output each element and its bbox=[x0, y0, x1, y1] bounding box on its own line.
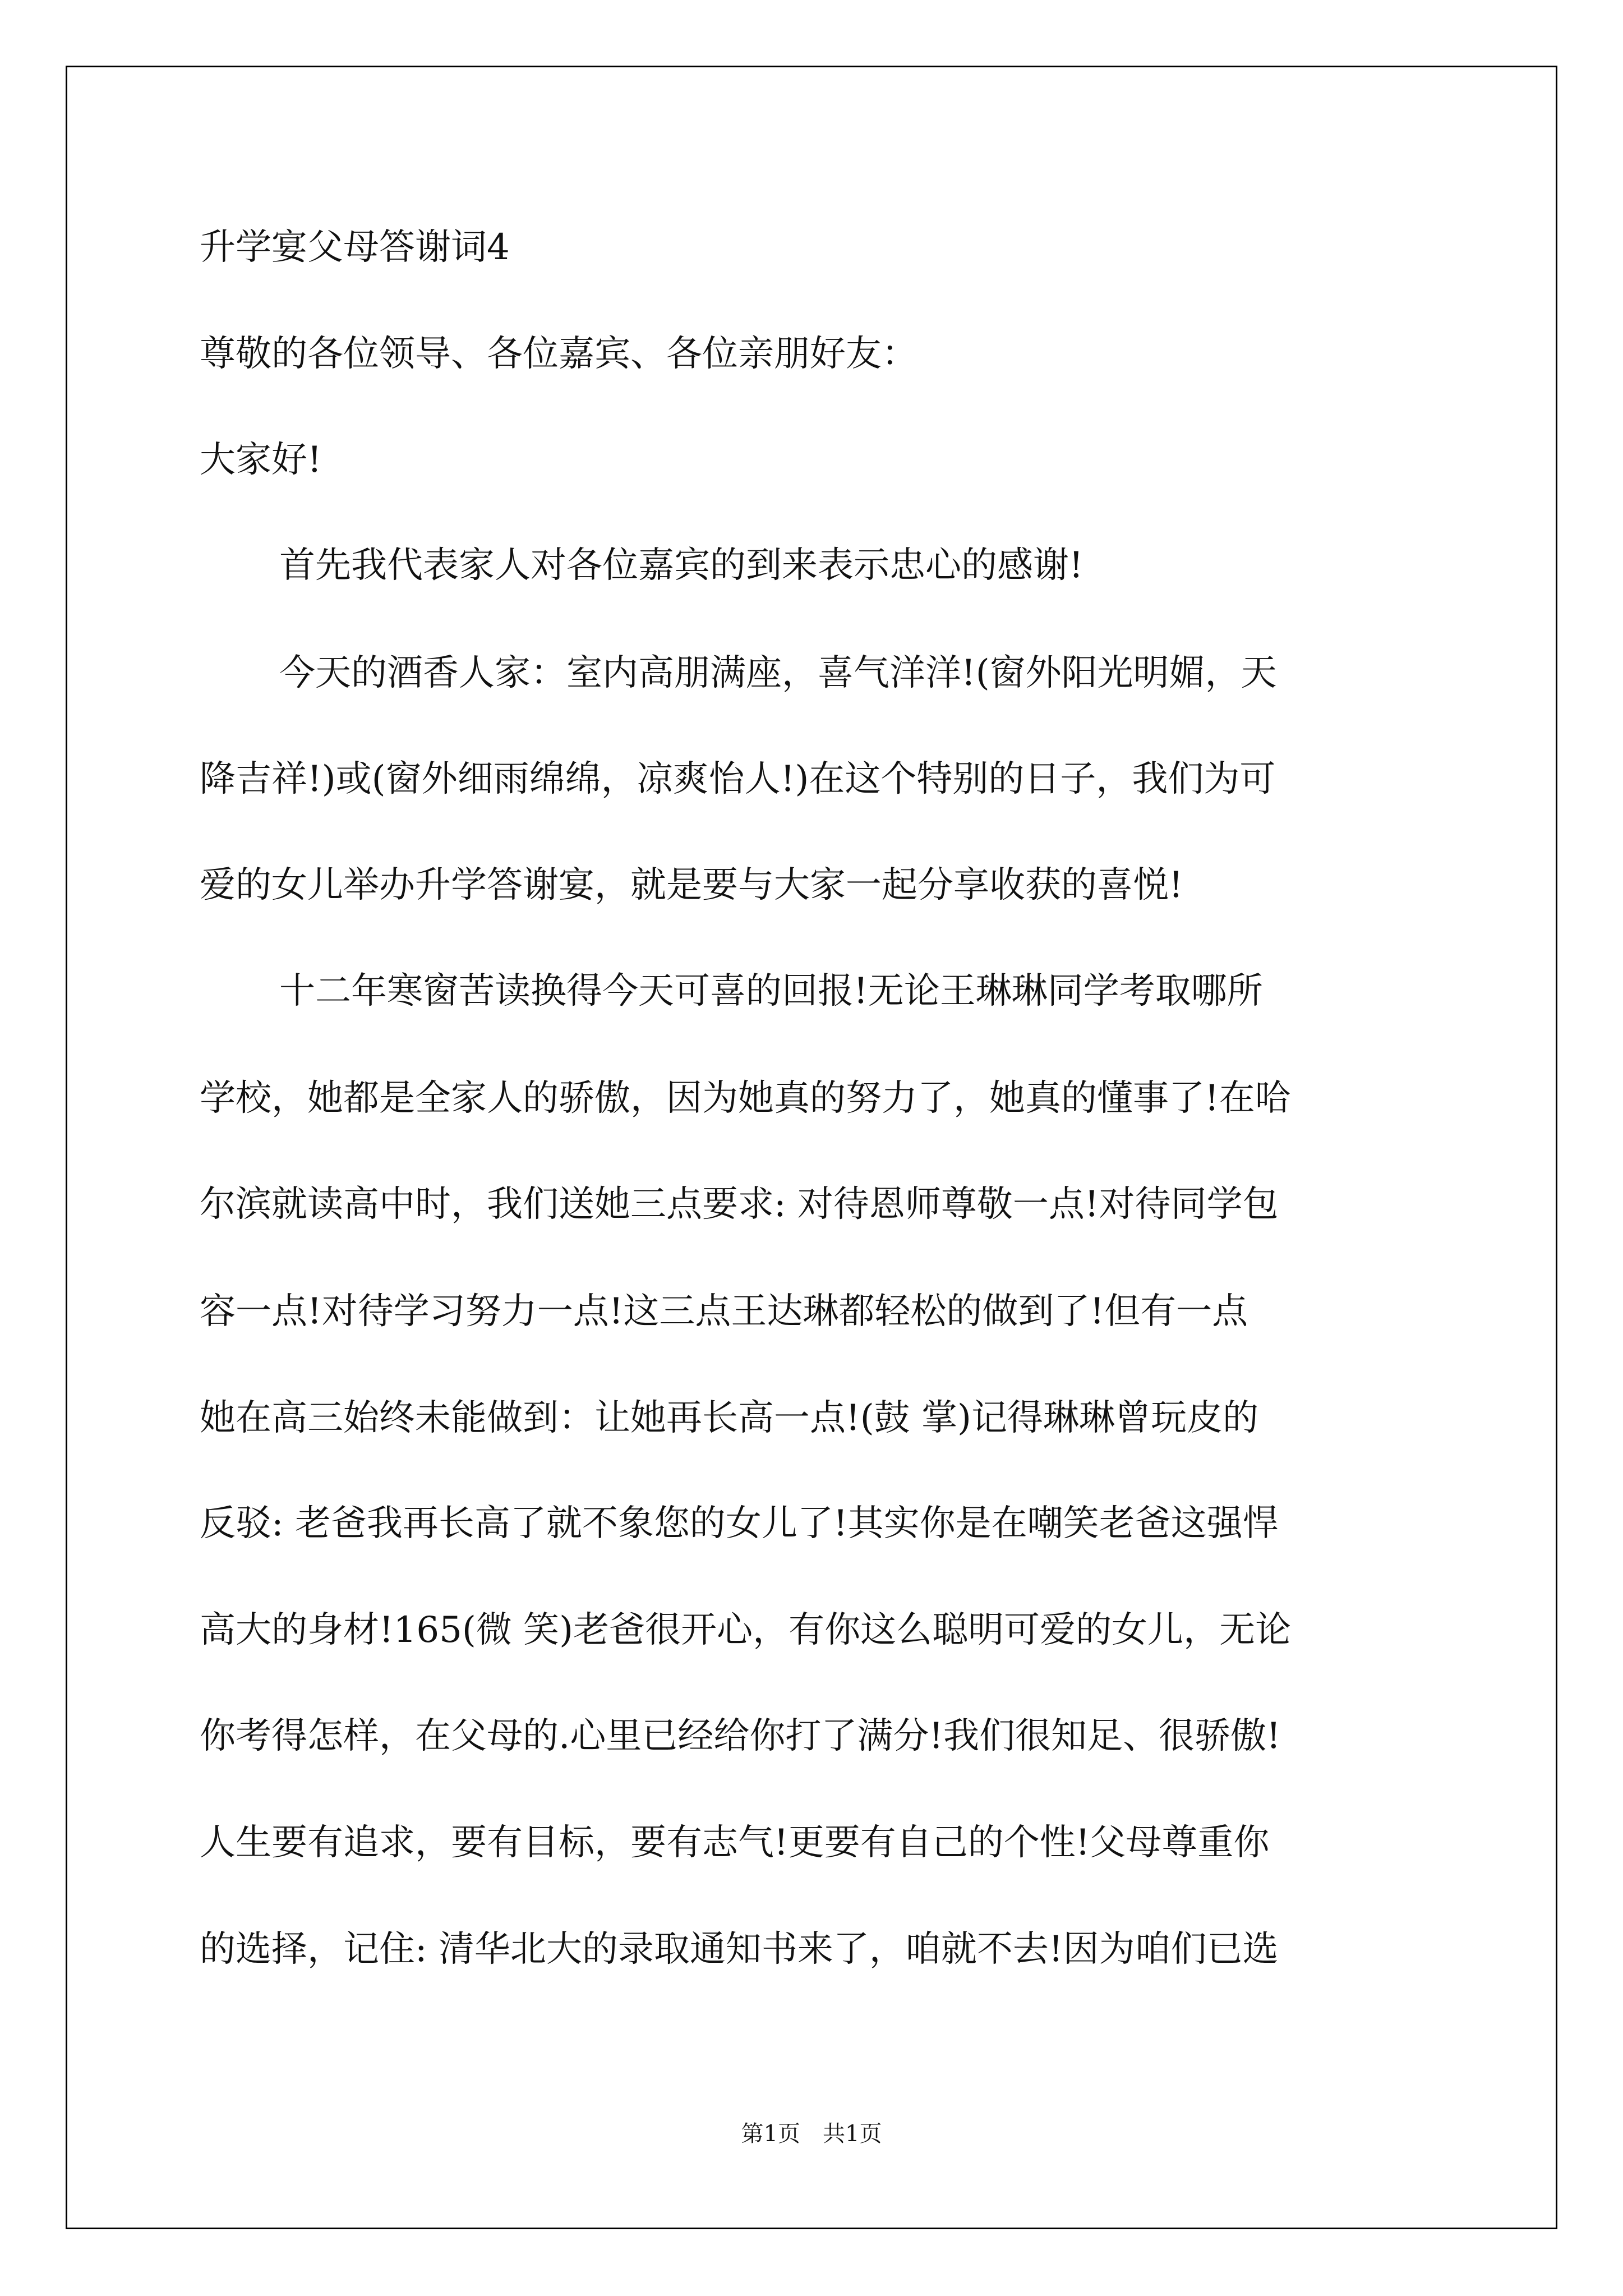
greeting: 大家好! bbox=[200, 439, 322, 481]
paragraph-line: 爱的女儿举办升学答谢宴，就是要与大家一起分享收获的喜悦! bbox=[200, 864, 1183, 906]
paragraph-line: 她在高三始终未能做到：让她再长高一点!(鼓 掌)记得琳琳曾玩皮的 bbox=[200, 1397, 1258, 1439]
paragraph-line: 容一点!对待学习努力一点!这三点王达琳都轻松的做到了!但有一点 bbox=[200, 1291, 1248, 1332]
paragraph-line: 高大的身材!165(微 笑)老爸很开心，有你这么聪明可爱的女儿，无论 bbox=[200, 1609, 1292, 1651]
paragraph-line: 降吉祥!)或(窗外细雨绵绵，凉爽怡人!)在这个特别的日子，我们为可 bbox=[200, 758, 1276, 800]
salutation: 尊敬的各位领导、各位嘉宾、各位亲朋好友： bbox=[200, 333, 917, 375]
paragraph-line: 的选择，记住: 清华北大的录取通知书来了，咱就不去!因为咱们已选 bbox=[200, 1929, 1279, 1970]
document-title: 升学宴父母答谢词4 bbox=[200, 227, 510, 268]
paragraph-line: 十二年寒窗苦读换得今天可喜的回报!无论王琳琳同学考取哪所 bbox=[279, 970, 1263, 1012]
page-number-footer: 第1页 共1页 bbox=[741, 2121, 882, 2147]
paragraph-line: 你考得怎样，在父母的.心里已经给你打了满分!我们很知足、很骄傲! bbox=[200, 1715, 1281, 1757]
page-border bbox=[66, 66, 1557, 2229]
paragraph-line: 尔滨就读高中时，我们送她三点要求: 对待恩师尊敬一点!对待同学包 bbox=[200, 1184, 1279, 1225]
paragraph-line: 学校，她都是全家人的骄傲，因为她真的努力了，她真的懂事了!在哈 bbox=[200, 1078, 1291, 1119]
paragraph-line: 反驳: 老爸我再长高了就不象您的女儿了!其实你是在嘲笑老爸这强悍 bbox=[200, 1503, 1279, 1544]
paragraph-line: 今天的酒香人家：室内高朋满座，喜气洋洋!(窗外阳光明媚，天 bbox=[279, 652, 1277, 694]
paragraph-line: 人生要有追求，要有目标，要有志气!更要有自己的个性!父母尊重你 bbox=[200, 1822, 1270, 1864]
paragraph-line: 首先我代表家人对各位嘉宾的到来表示忠心的感谢! bbox=[279, 545, 1083, 586]
